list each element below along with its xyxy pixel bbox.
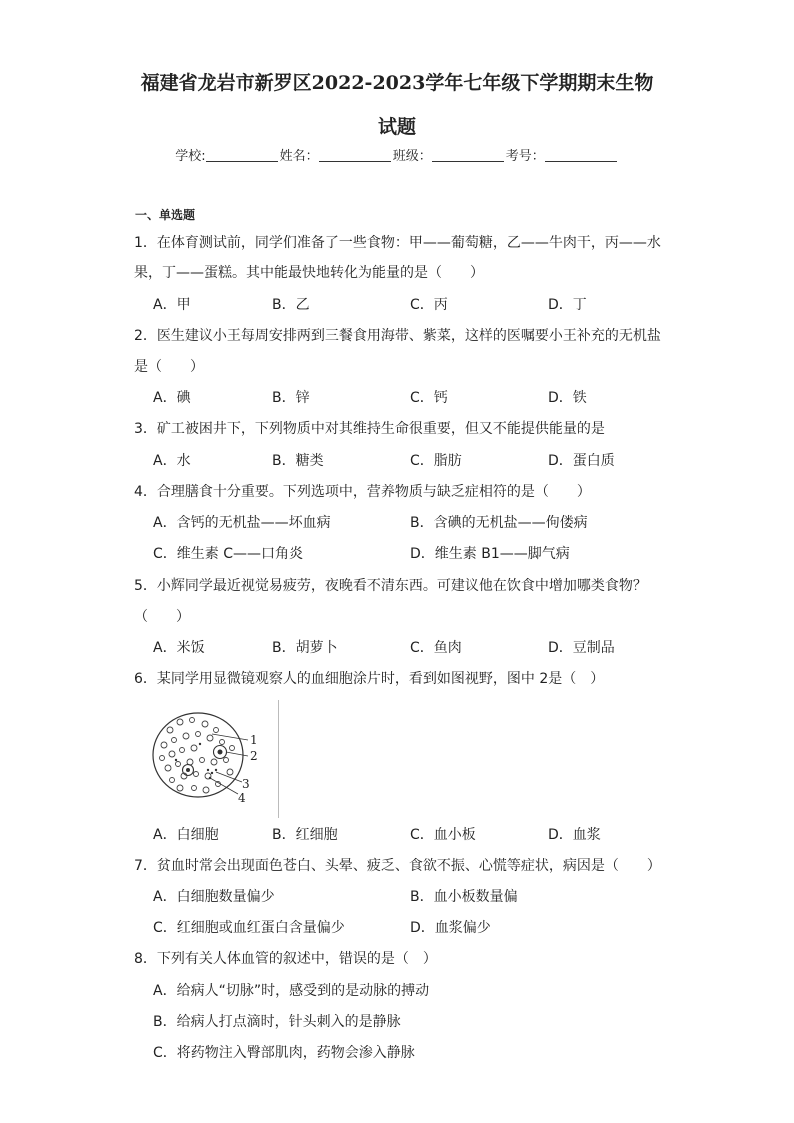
q1-option-b: B．乙	[272, 297, 310, 313]
page-title-line1: 福建省龙岩市新罗区2022-2023学年七年级下学期期末生物	[140, 72, 654, 94]
q2-option-d: D．铁	[548, 390, 587, 406]
q6-option-b: B．红细胞	[272, 827, 338, 843]
section-heading: 一、单选题	[135, 208, 196, 222]
q7-option-c: C．红细胞或血红蛋白含量偏少	[153, 920, 345, 936]
q5-stem-line2: （ ）	[134, 609, 190, 625]
school-label: 学校:	[175, 149, 206, 164]
q8-option-c: C．将药物注入臀部肌肉，药物会渗入静脉	[153, 1045, 415, 1061]
class-blank	[432, 147, 504, 162]
q4-option-d: D．维生素 B1——脚气病	[410, 546, 570, 562]
q5-option-b: B．胡萝卜	[272, 640, 338, 656]
figure-label-4: 4	[238, 791, 246, 805]
student-info-row	[0, 145, 794, 164]
q4-option-c: C．维生素 C——口角炎	[153, 546, 304, 562]
q8-stem-line1: 8．下列有关人体血管的叙述中，错误的是（ ）	[134, 951, 437, 967]
school-blank	[206, 147, 278, 162]
q4-option-a: A．含钙的无机盐——坏血病	[153, 515, 331, 531]
name-label: 姓名：	[279, 149, 319, 164]
q3-option-d: D．蛋白质	[548, 453, 615, 469]
q5-stem-line1: 5．小辉同学最近视觉易疲劳，夜晚看不清东西。可建议他在饮食中增加哪类食物？	[134, 578, 647, 594]
q6-stem-line1: 6．某同学用显微镜观察人的血细胞涂片时，看到如图视野，图中 2是（ ）	[134, 671, 605, 687]
q5-option-c: C．鱼肉	[410, 640, 462, 656]
q1-option-d: D．丁	[548, 297, 587, 313]
q6-option-d: D．血浆	[548, 827, 601, 843]
q2-option-a: A．碘	[153, 390, 191, 406]
blood-smear-figure	[150, 700, 270, 814]
exam-no-label: 考号：	[505, 149, 545, 164]
q2-option-b: B．锌	[272, 390, 310, 406]
q2-option-c: C．钙	[410, 390, 448, 406]
q1-stem-line2: 果，丁——蛋糕。其中能最快地转化为能量的是（ ）	[134, 265, 484, 281]
q4-stem-line1: 4．合理膳食十分重要。下列选项中，营养物质与缺乏症相符的是（ ）	[134, 484, 591, 500]
class-label: 班级：	[392, 149, 432, 164]
page-title-line2: 试题	[377, 116, 416, 138]
q3-option-b: B．糖类	[272, 453, 324, 469]
exam-no-blank	[545, 147, 617, 162]
q3-option-a: A．水	[153, 453, 191, 469]
q6-option-a: A．白细胞	[153, 827, 219, 843]
q6-option-c: C．血小板	[410, 827, 476, 843]
figure-label-1: 1	[250, 733, 258, 747]
q3-stem-line1: 3．矿工被困井下，下列物质中对其维持生命很重要，但又不能提供能量的是	[134, 421, 605, 437]
q7-option-b: B．血小板数量偏	[410, 889, 518, 905]
figure-label-2: 2	[250, 749, 258, 763]
q1-stem-line1: 1．在体育测试前，同学们准备了一些食物：甲——葡萄糖，乙——牛肉干，丙——水	[134, 235, 661, 251]
q1-option-c: C．丙	[410, 297, 448, 313]
q5-option-a: A．米饭	[153, 640, 205, 656]
q5-option-d: D．豆制品	[548, 640, 615, 656]
q7-option-a: A．白细胞数量偏少	[153, 889, 275, 905]
q7-option-d: D．血浆偏少	[410, 920, 491, 936]
q2-stem-line1: 2．医生建议小王每周安排两到三餐食用海带、紫菜，这样的医嘱要小王补充的无机盐	[134, 328, 661, 344]
q7-stem-line1: 7．贫血时常会出现面色苍白、头晕、疲乏、食欲不振、心慌等症状，病因是（ ）	[134, 858, 661, 874]
name-blank	[319, 147, 391, 162]
figure-label-3: 3	[242, 777, 250, 791]
q4-option-b: B．含碘的无机盐——佝偻病	[410, 515, 588, 531]
blood-smear-diagram	[150, 700, 270, 810]
q8-option-b: B．给病人打点滴时，针头刺入的是静脉	[153, 1014, 401, 1030]
q8-option-a: A．给病人“切脉”时，感受到的是动脉的搏动	[153, 983, 430, 999]
q1-option-a: A．甲	[153, 297, 191, 313]
q2-stem-line2: 是（ ）	[134, 359, 204, 375]
figure-divider	[278, 700, 279, 818]
q3-option-c: C．脂肪	[410, 453, 462, 469]
